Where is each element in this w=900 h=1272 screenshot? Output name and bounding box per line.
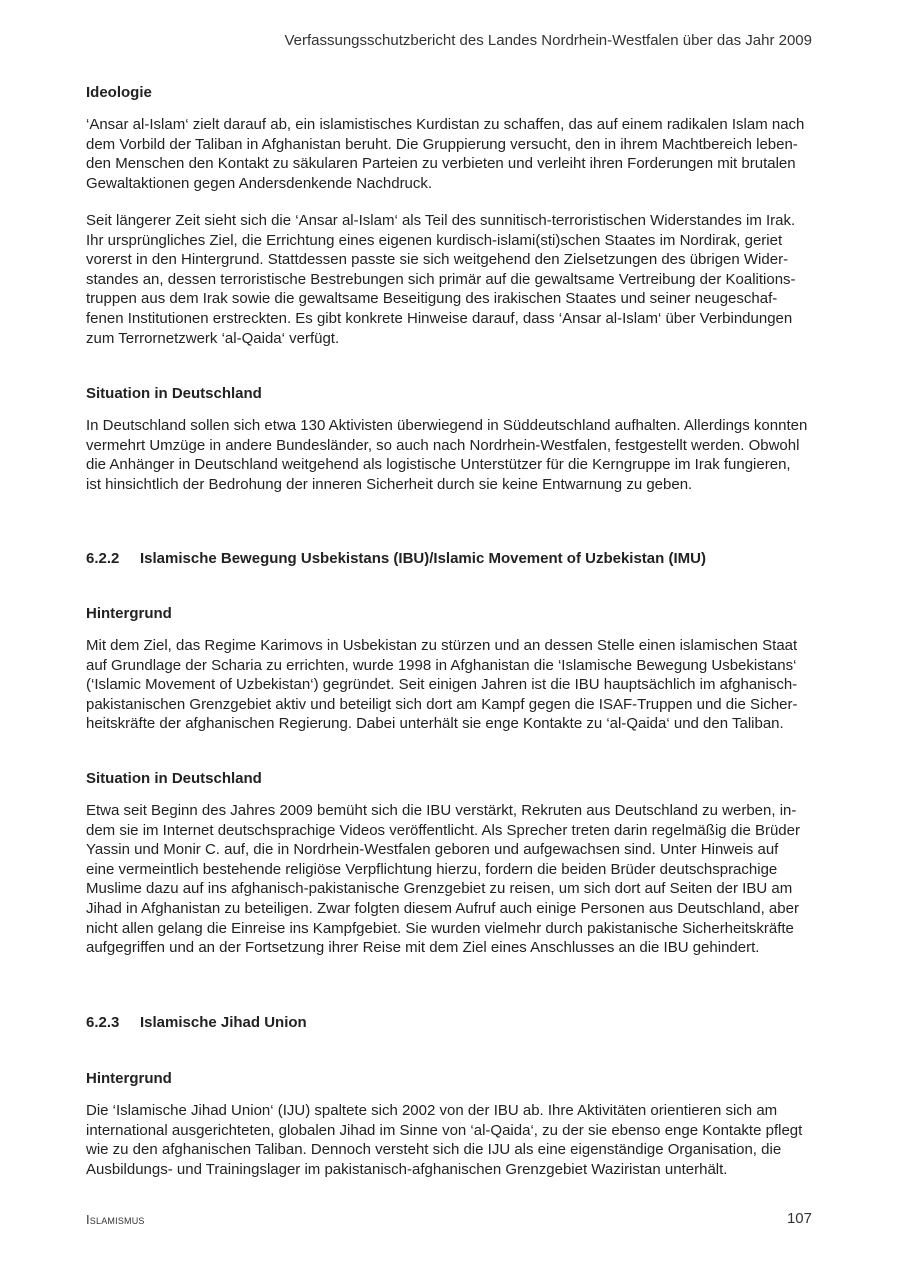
- text-line: heitskräfte der afghanischen Regierung. Dabei unterhält sie enge Kontakte zu ‘al-Qaida‘ und den Taliban.: [86, 715, 784, 733]
- subheading-ideologie: Ideologie: [86, 84, 152, 101]
- text-line: Muslime dazu auf ins afghanisch-pakistanische Grenzgebiet zu reisen, um sich dort auf Seiten der IBU am: [86, 880, 793, 898]
- text-line: standes an, dessen terroristische Bestrebungen sich primär auf die gewaltsame Vertreibung der Koalitions-: [86, 270, 796, 288]
- text-line: nicht allen gelang die Einreise ins Kampfgebiet. Sie wurden vielmehr durch pakistanische Sicherheitskräfte: [86, 919, 794, 937]
- text-line: pakistanischen Grenzgebiet aktiv und beteiligt sich dort am Kampf gegen die ISAF-Truppen und die Sicher-: [86, 695, 798, 713]
- section-number: 6.2.3: [86, 1014, 120, 1031]
- text-line: Etwa seit Beginn des Jahres 2009 bemüht sich die IBU verstärkt, Rekruten aus Deutschland zu werben, in-: [86, 802, 797, 819]
- section-heading-6-2-2: [86, 549, 706, 568]
- text-line: zum Terrornetzwerk ‘al-Qaida‘ verfügt.: [86, 329, 340, 347]
- text-line: aufgegriffen und an der Fortsetzung ihrer Reise mit dem Ziel eines Anschlusses an die IBU gehindert.: [86, 939, 760, 957]
- text-line: vorerst in den Hintergrund. Stattdessen passte sie sich weitgehend den Zielsetzungen des übrigen Wider-: [86, 251, 789, 269]
- text-line: Gewaltaktionen gegen Andersdenkende Nachdruck.: [86, 174, 433, 192]
- text-line: In Deutschland sollen sich etwa 130 Aktivisten überwiegend in Süddeutschland aufhalten. Allerdings konnten: [86, 417, 808, 434]
- text-line: dem sie im Internet deutschsprachige Videos veröffentlicht. Als Sprecher treten darin regelmäßig die Brüder: [86, 821, 800, 839]
- text-line: Yassin und Monir C. auf, die in Nordrhein-Westfalen geboren und aufgewachsen sind. Unter Hinweis auf: [86, 841, 779, 859]
- paragraph-ideologie-2: [86, 211, 816, 348]
- subheading-hintergrund-ibu: Hintergrund: [86, 605, 172, 622]
- subheading-situation-deutschland-ibu: Situation in Deutschland: [86, 770, 262, 787]
- text-line: die Anhänger in Deutschland weitgehend als logistische Unterstützer für die Kerngruppe im Irak fungieren,: [86, 456, 791, 474]
- text-line: Seit längerer Zeit sieht sich die ‘Ansar al-Islam‘ als Teil des sunnitisch-terroristischen Widerstandes im Irak.: [86, 212, 796, 229]
- text-line: Die ‘Islamische Jihad Union‘ (IJU) spaltete sich 2002 von der IBU ab. Ihre Aktivitäten orientieren sich am: [86, 1102, 778, 1119]
- text-line: dem Vorbild der Taliban in Afghanistan beruht. Die Gruppierung versucht, den in ihrem Machtbereich leben-: [86, 135, 798, 153]
- section-title: Islamische Bewegung Usbekistans (IBU)/Islamic Movement of Uzbekistan (IMU): [140, 550, 706, 567]
- text-line: ist hinsichtlich der Bedrohung der inneren Sicherheit durch sie keine Entwarnung zu geben.: [86, 475, 693, 493]
- text-line: Ihr ursprüngliches Ziel, die Errichtung eines eigenen kurdisch-islami(sti)schen Staates im Nordirak, geriet: [86, 231, 783, 249]
- text-line: vermehrt Umzüge in andere Bundesländer, so auch nach Nordrhein-Westfalen, festgestellt werden. Obwohl: [86, 436, 800, 454]
- section-number: 6.2.2: [86, 550, 120, 567]
- section-title: Islamische Jihad Union: [140, 1014, 307, 1031]
- paragraph-situation-ibu: [86, 801, 816, 958]
- running-header: Verfassungsschutzbericht des Landes Nordrhein-Westfalen über das Jahr 2009: [284, 32, 812, 49]
- subheading-situation-deutschland: Situation in Deutschland: [86, 385, 262, 402]
- paragraph-ideologie-1: [86, 115, 816, 193]
- text-line: den Menschen den Kontakt zu säkularen Parteien zu verbieten und verleiht ihren Forderungen mit brutalen: [86, 155, 796, 173]
- paragraph-situation-1: [86, 416, 816, 494]
- text-line: ‘Ansar al-Islam‘ zielt darauf ab, ein islamistisches Kurdistan zu schaffen, das auf einem radikalen Islam nach: [86, 116, 805, 133]
- text-line: Ausbildungs- und Trainingslager im pakistanisch-afghanischen Grenzgebiet Waziristan unterhält.: [86, 1160, 728, 1178]
- text-line: Mit dem Ziel, das Regime Karimovs in Usbekistan zu stürzen und an dessen Stelle einen islamischen Staat: [86, 637, 798, 654]
- paragraph-hintergrund-ibu: [86, 636, 816, 734]
- subheading-hintergrund-iju: Hintergrund: [86, 1070, 172, 1087]
- text-line: Jihad in Afghanistan zu beteiligen. Zwar folgten diesem Aufruf auch einige Personen aus Deutschland, aber: [86, 899, 799, 917]
- section-heading-6-2-3: [86, 1013, 307, 1032]
- text-line: eine vermeintlich bestehende religiöse Verpflichtung hierzu, fordern die beiden Brüder deutschsprachige: [86, 860, 778, 878]
- page-number: 107: [786, 1210, 812, 1227]
- text-line: fenen Institutionen erstreckten. Es gibt konkrete Hinweise darauf, dass ‘Ansar al-Islam‘ über Verbindungen: [86, 309, 793, 327]
- paragraph-hintergrund-iju: [86, 1101, 816, 1179]
- text-line: auf Grundlage der Scharia zu errichten, wurde 1998 in Afghanistan die ‘Islamische Bewegung Usbekistans‘: [86, 656, 797, 674]
- text-line: wie zu den afghanischen Taliban. Dennoch versteht sich die IJU als eine eigenständige Organisation, die: [86, 1141, 782, 1159]
- text-line: international ausgerichteten, globalen Jihad im Sinne von ‘al-Qaida‘, zu der sie ebenso enge Kontakte pflegt: [86, 1121, 803, 1139]
- text-line: truppen aus dem Irak sowie die gewaltsame Beseitigung des irakischen Staates und seiner neugeschaf-: [86, 290, 778, 308]
- text-line: (‘Islamic Movement of Uzbekistan‘) gegründet. Seit einigen Jahren ist die IBU hauptsächlich im afghanisch-: [86, 676, 798, 694]
- footer-section-label: Islamismus: [86, 1212, 145, 1227]
